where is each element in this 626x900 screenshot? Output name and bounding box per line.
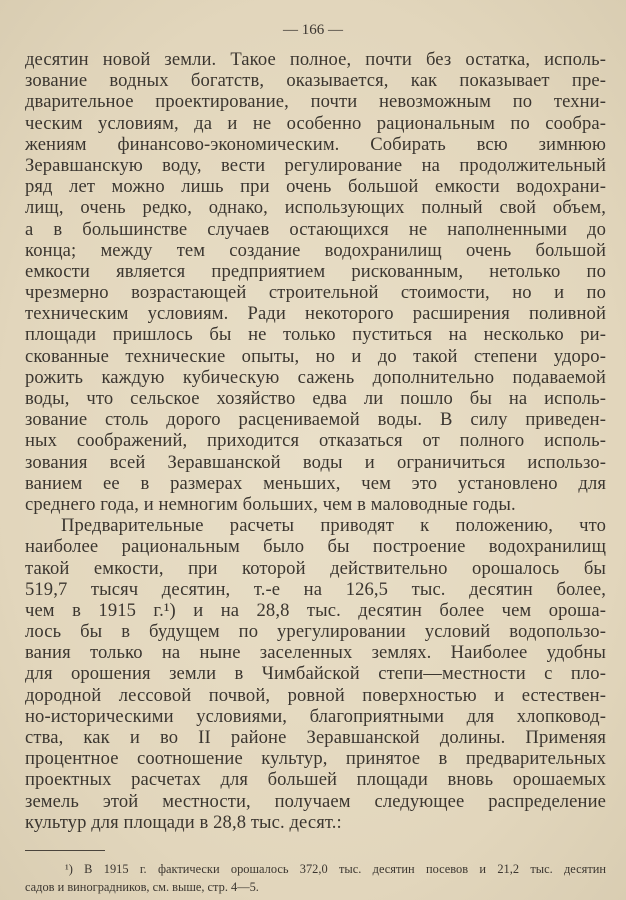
text-line: зования всей Зеравшанской воды и ограничиться использо- xyxy=(25,451,606,473)
text-line: рожить каждую кубическую сажень дополнительно подаваемой xyxy=(25,366,606,388)
text-line: жениям финансово-экономическим. Собирать всю зимнюю xyxy=(25,133,606,155)
text-line: ческим условиям, да и не особенно рациональным по сообра- xyxy=(25,112,606,134)
text-line: среднего года, и немногим больших, чем в маловодные годы. xyxy=(25,493,516,515)
text-line: культур для площади в 28,8 тыс. десят.: xyxy=(25,811,342,833)
body-text xyxy=(25,49,606,833)
text-line: лось бы в будущем по урегулировании условий водопользо- xyxy=(25,621,606,643)
footnote-line: садов и виноградников, см. выше, стр. 4—5. xyxy=(25,880,259,894)
text-line: земель этой местности, получаем следующее распределение xyxy=(25,790,606,812)
text-line: емкости является предприятием рискованным, нетолько по xyxy=(25,260,606,282)
text-line: дородной лессовой почвой, ровной поверхностью и естествен- xyxy=(25,684,606,706)
text-line: десятин новой земли. Такое полное, почти без остатка, исполь- xyxy=(25,49,606,70)
text-line: 519,7 тысяч десятин, т.-е на 126,5 тыс. десятин более, xyxy=(25,578,606,600)
text-line: ряд лет можно лишь при очень большой емкости водохрани- xyxy=(25,176,606,198)
text-line: ванием ее в размерах меньших, чем это установлено для xyxy=(25,472,606,494)
footnote-divider xyxy=(25,850,105,851)
text-line: площади пришлось бы не только пуститься на несколько ри- xyxy=(25,324,606,346)
text-line: ства, как и во II районе Зеравшанской долины. Применяя xyxy=(25,727,606,748)
text-line: воды, что сельское хозяйство едва ли пошло бы на исполь- xyxy=(25,388,606,409)
text-line: вания только на ныне заселенных землях. Наиболее удобны xyxy=(25,642,606,664)
text-line: конца; между тем создание водохранилищ очень большой xyxy=(25,239,606,261)
text-line: Предварительные расчеты приводят к положению, что xyxy=(61,515,606,537)
text-line: скованные технические опыты, но и до такой степени удоро- xyxy=(25,345,606,367)
text-line: ных соображений, приходится отказаться от полного исполь- xyxy=(25,430,606,452)
text-line: для орошения земли в Чимбайской степи—местности с пло- xyxy=(25,663,606,685)
text-line: наиболее рациональным было бы построение водохранилищ xyxy=(25,536,606,558)
text-line: зование водных богатств, оказывается, как показывает пре- xyxy=(25,70,606,92)
text-line: зование столь дорого расцениваемой воды. В силу приведен- xyxy=(25,409,606,431)
text-line: процентное соотношение культур, принятое в предварительных xyxy=(25,748,606,770)
text-line: чрезмерно возрастающей строительной стоимости, но и по xyxy=(25,282,606,304)
text-line: Зеравшанскую воду, вести регулирование на продолжительный xyxy=(25,154,606,176)
text-line: лищ, очень редко, однако, использующих полный свой объем, xyxy=(25,197,606,219)
text-line: такой емкости, при которой действительно орошалось бы xyxy=(25,557,606,579)
text-line: дварительное проектирование, почти невозможным по техни- xyxy=(25,91,606,113)
text-line: техническим условиям. Ради некоторого расширения поливной xyxy=(25,303,606,325)
footnote-line: ¹) В 1915 г. фактически орошалось 372,0 тыс. десятин посевов и 21,2 тыс. десятин xyxy=(65,862,606,876)
text-line: проектных расчетах для большей площади вновь орошаемых xyxy=(25,769,606,791)
text-line: но-историческими условиями, благоприятными для хлопковод- xyxy=(25,705,606,727)
text-line: а в большинстве случаев остающихся не наполненными до xyxy=(25,218,606,240)
page-number: — 166 — xyxy=(283,22,343,38)
text-line: чем в 1915 г.¹) и на 28,8 тыс. десятин более чем ороша- xyxy=(25,599,606,621)
